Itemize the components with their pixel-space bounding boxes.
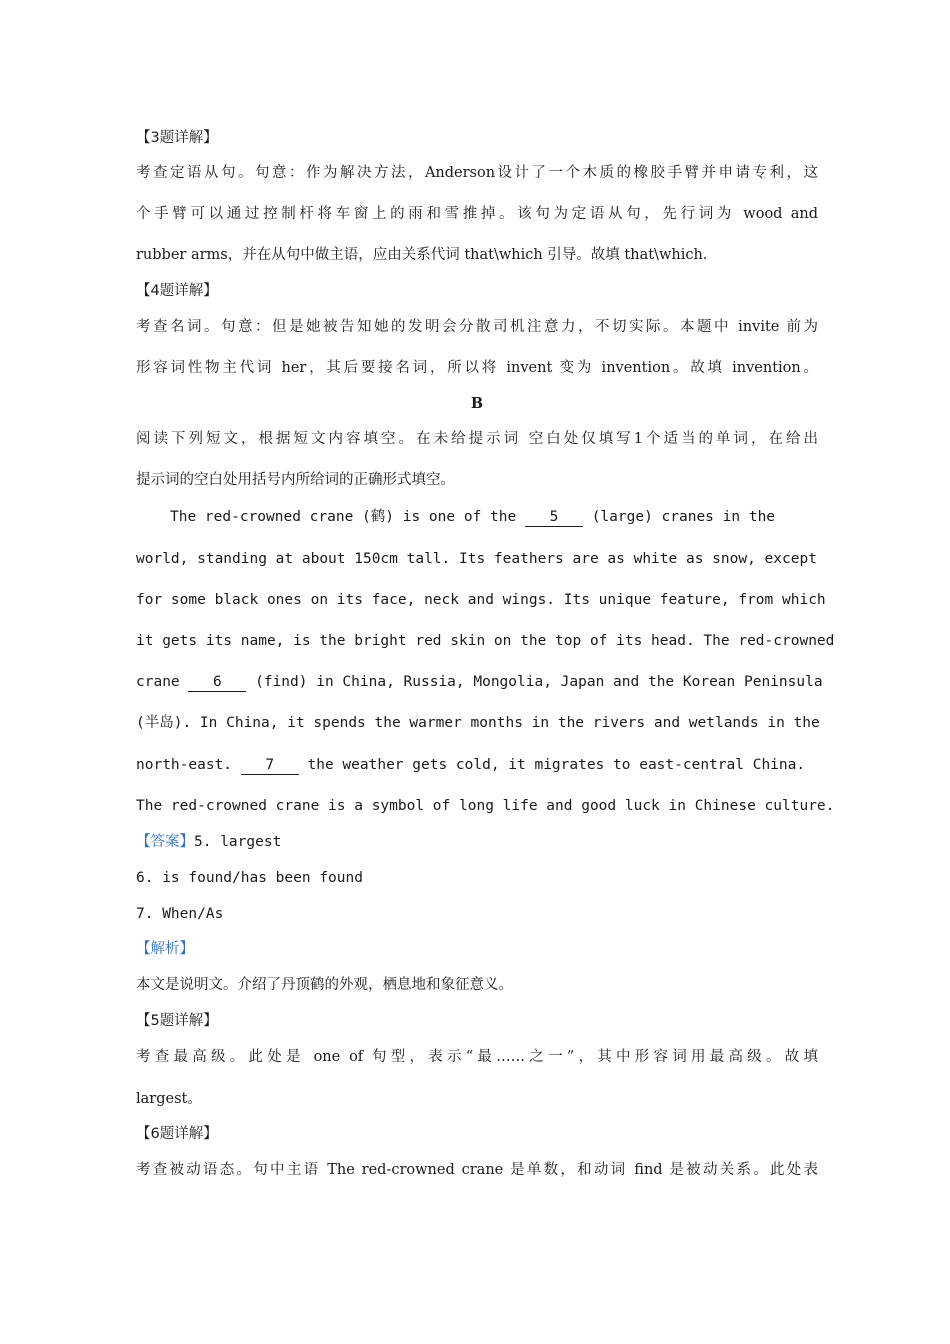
passage-line-2: world, standing at about 150cm tall. Its feathers are as white as snow, except <box>136 551 817 567</box>
answer-6: 6. is found/has been found <box>136 870 363 886</box>
q6-line-1: 考查被动语态。句中主语 The red-crowned crane 是单数，和动词 find 是被动关系。此处表 <box>136 1162 818 1178</box>
passage-line-5 <box>136 672 823 692</box>
passage-line-7 <box>136 755 818 775</box>
q4-line-1: 考查名词。句意：但是她被告知她的发明会分散司机注意力，不切实际。本题中 invite 前为 <box>136 319 818 335</box>
passage-line-3: for some black ones on its face, neck and wings. Its unique feature, from which <box>136 592 826 608</box>
q5-line-1: 考查最高级。此处是 one of 句型，表示“最……之一”，其中形容词用最高级。故填 <box>136 1049 818 1065</box>
blank-6: 6 <box>188 673 246 692</box>
section-b-letter: B <box>470 395 484 412</box>
passage-line-6: (半岛). In China, it spends the warmer months in the rivers and wetlands in the <box>136 715 820 731</box>
q4-line-2: 形容词性物主代词 her，其后要接名词，所以将 invent 变为 invention。故填 invention。 <box>136 360 818 376</box>
passage-text: (find) in China, Russia, Mongolia, Japan and the Korean Peninsula <box>246 674 823 690</box>
blank-5: 5 <box>525 508 583 527</box>
passage-text: The red-crowned crane (鹤) is one of the <box>170 509 525 525</box>
section-b-instructions-1: 阅读下列短文，根据短文内容填空。在未给提示词 空白处仅填写1个适当的单词，在给出 <box>136 431 818 447</box>
q4-heading: 【4题详解】 <box>136 283 218 299</box>
section-b-instructions-2: 提示词的空白处用括号内所给词的正确形式填空。 <box>136 472 455 488</box>
answer-label: 【答案】 <box>136 834 194 850</box>
analysis-text: 本文是说明文。介绍了丹顶鹤的外观，栖息地和象征意义。 <box>136 977 513 993</box>
passage-line-4: it gets its name, is the bright red skin on the top of its head. The red-crowned <box>136 633 835 649</box>
q5-heading: 【5题详解】 <box>136 1013 218 1029</box>
passage-text: (large) cranes in the <box>582 509 776 525</box>
q5-line-2: largest。 <box>136 1091 202 1107</box>
q3-line-3: rubber arms，并在从句中做主语，应由关系代词 that\which 引导。故填 that\which. <box>136 247 708 263</box>
answer-7: 7. When/As <box>136 906 224 922</box>
q3-line-1: 考查定语从句。句意：作为解决方法，Anderson设计了一个木质的橡胶手臂并申请专利，这 <box>136 165 818 181</box>
q3-heading: 【3题详解】 <box>136 130 218 146</box>
passage-line-1 <box>136 507 818 527</box>
q3-line-2: 个手臂可以通过控制杆将车窗上的雨和雪推掉。该句为定语从句，先行词为 wood and <box>136 206 818 222</box>
analysis-label: 【解析】 <box>136 941 194 957</box>
answer-line <box>136 832 818 852</box>
passage-text: north-east. <box>136 757 241 773</box>
q6-heading: 【6题详解】 <box>136 1126 218 1142</box>
passage-line-8: The red-crowned crane is a symbol of long life and good luck in Chinese culture. <box>136 798 835 814</box>
answer-5: 5. largest <box>194 834 282 850</box>
passage-text: crane <box>136 674 189 690</box>
passage-text: the weather gets cold, it migrates to east-central China. <box>298 757 806 773</box>
blank-7: 7 <box>241 756 299 775</box>
